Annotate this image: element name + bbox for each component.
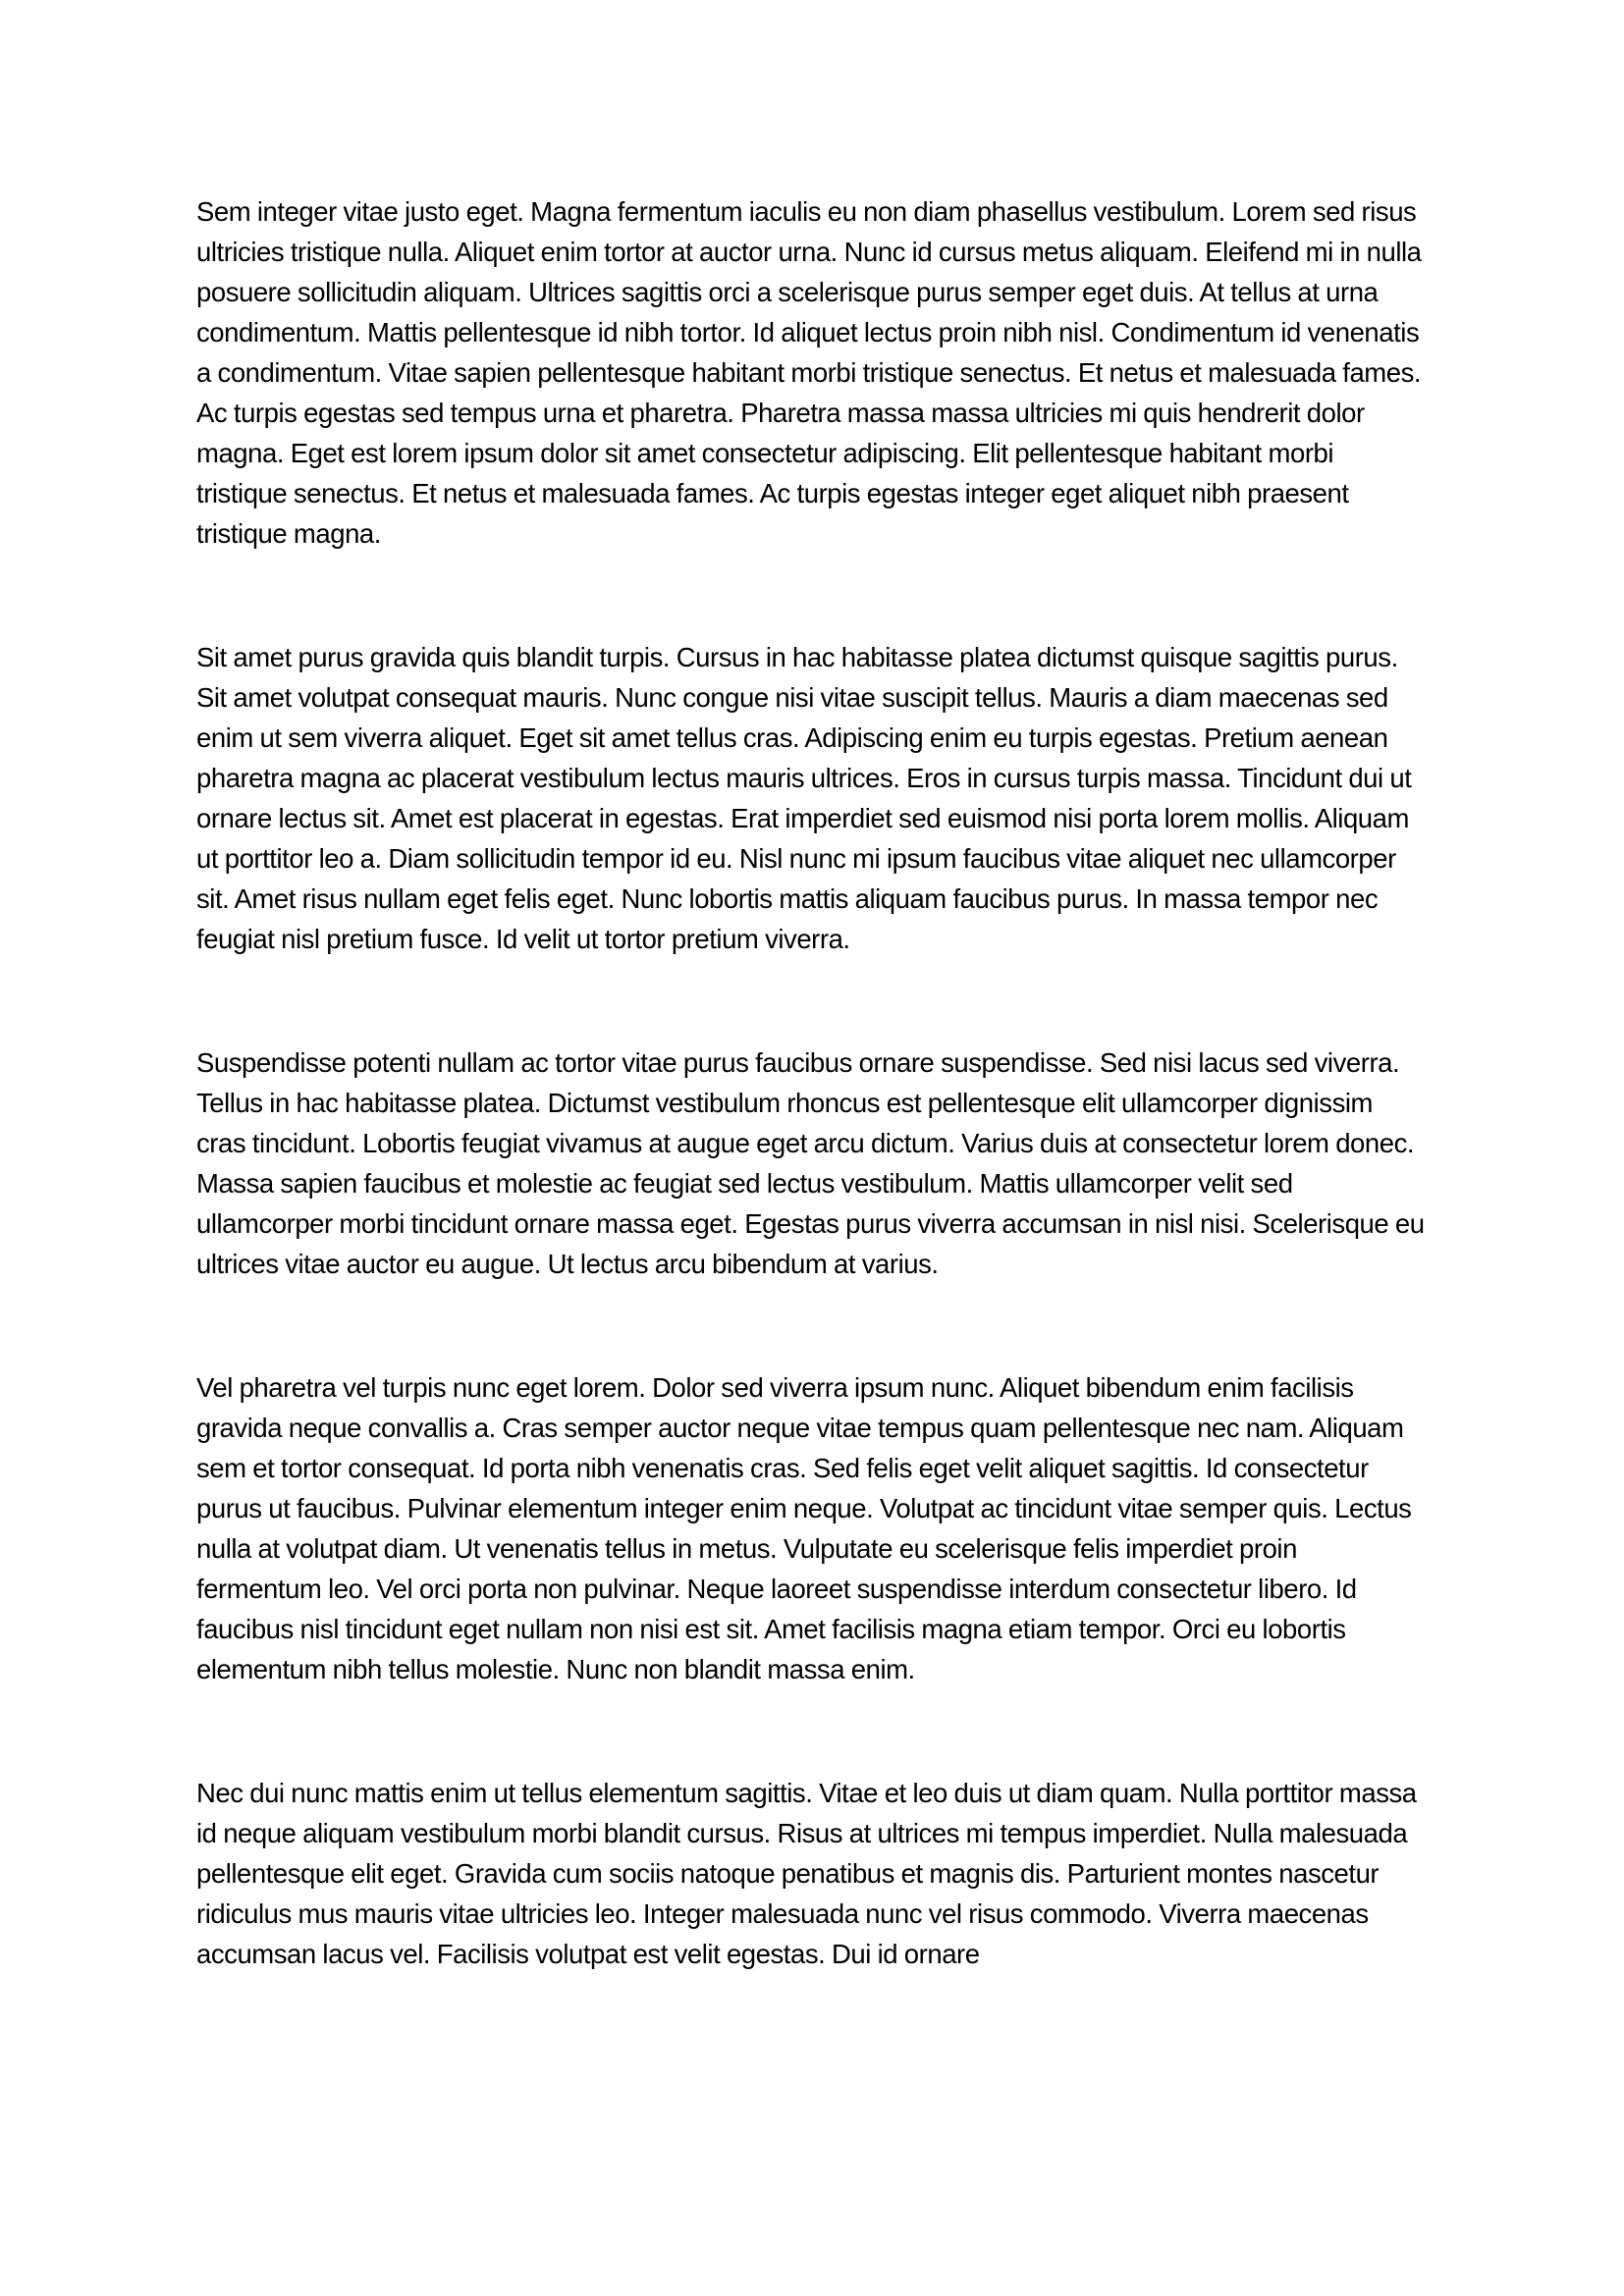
- paragraph-2: Sit amet purus gravida quis blandit turpis. Cursus in hac habitasse platea dictumst quisque sagittis purus. Sit amet volutpat consequat mauris. Nunc congue nisi vitae suscipit tellus. Mauris a diam maecenas sed enim ut sem viverra aliquet. Eget sit amet tellus cras. Adipiscing enim eu turpis egestas. Pretium aenean pharetra magna ac placerat vestibulum lectus mauris ultrices. Eros in cursus turpis massa. Tincidunt dui ut ornare lectus sit. Amet est placerat in egestas. Erat imperdiet sed euismod nisi porta lorem mollis. Aliquam ut porttitor leo a. Diam sollicitudin tempor id eu. Nisl nunc mi ipsum faucibus vitae aliquet nec ullamcorper sit. Amet risus nullam eget felis eget. Nunc lobortis mattis aliquam faucibus purus. In massa tempor nec feugiat nisl pretium fusce. Id velit ut tortor pretium viverra.: [196, 642, 1412, 954]
- paragraph-3: Suspendisse potenti nullam ac tortor vitae purus faucibus ornare suspendisse. Sed nisi lacus sed viverra. Tellus in hac habitasse platea. Dictumst vestibulum rhoncus est pellentesque elit ullamcorper dignissim cras tincidunt. Lobortis feugiat vivamus at augue eget arcu dictum. Varius duis at consectetur lorem donec. Massa sapien faucibus et molestie ac feugiat sed lectus vestibulum. Mattis ullamcorper velit sed ullamcorper morbi tincidunt ornare massa eget. Egestas purus viverra accumsan in nisl nisi. Scelerisque eu ultrices vitae auctor eu augue. Ut lectus arcu bibendum at varius.: [196, 1047, 1425, 1279]
- paragraph-5: Nec dui nunc mattis enim ut tellus elementum sagittis. Vitae et leo duis ut diam quam. Nulla porttitor massa id neque aliquam vestibulum morbi blandit cursus. Risus at ultrices mi tempus imperdiet. Nulla malesuada pellentesque elit eget. Gravida cum sociis natoque penatibus et magnis dis. Parturient montes nascetur ridiculus mus mauris vitae ultricies leo. Integer malesuada nunc vel risus commodo. Viverra maecenas accumsan lacus vel. Facilisis volutpat est velit egestas. Dui id ornare: [196, 1778, 1417, 1969]
- paragraph-4: Vel pharetra vel turpis nunc eget lorem. Dolor sed viverra ipsum nunc. Aliquet bibendum enim facilisis gravida neque convallis a. Cras semper auctor neque vitae tempus quam pellentesque nec nam. Aliquam sem et tortor consequat. Id porta nibh venenatis cras. Sed felis eget velit aliquet sagittis. Id consectetur purus ut faucibus. Pulvinar elementum integer enim neque. Volutpat ac tincidunt vitae semper quis. Lectus nulla at volutpat diam. Ut venenatis tellus in metus. Vulputate eu scelerisque felis imperdiet proin fermentum leo. Vel orci porta non pulvinar. Neque laoreet suspendisse interdum consectetur libero. Id faucibus nisl tincidunt eget nullam non nisi est sit. Amet facilisis magna etiam tempor. Orci eu lobortis elementum nibh tellus molestie. Nunc non blandit massa enim.: [196, 1372, 1412, 1684]
- paragraph-1: Sem integer vitae justo eget. Magna fermentum iaculis eu non diam phasellus vestibulum. Lorem sed risus ultricies tristique nulla. Aliquet enim tortor at auctor urna. Nunc id cursus metus aliquam. Eleifend mi in nulla posuere sollicitudin aliquam. Ultrices sagittis orci a scelerisque purus semper eget duis. At tellus at urna condimentum. Mattis pellentesque id nibh tortor. Id aliquet lectus proin nibh nisl. Condimentum id venenatis a condimentum. Vitae sapien pellentesque habitant morbi tristique senectus. Et netus et malesuada fames. Ac turpis egestas sed tempus urna et pharetra. Pharetra massa massa ultricies mi quis hendrerit dolor magna. Eget est lorem ipsum dolor sit amet consectetur adipiscing. Elit pellentesque habitant morbi tristique senectus. Et netus et malesuada fames. Ac turpis egestas integer eget aliquet nibh praesent tristique magna.: [196, 196, 1422, 549]
